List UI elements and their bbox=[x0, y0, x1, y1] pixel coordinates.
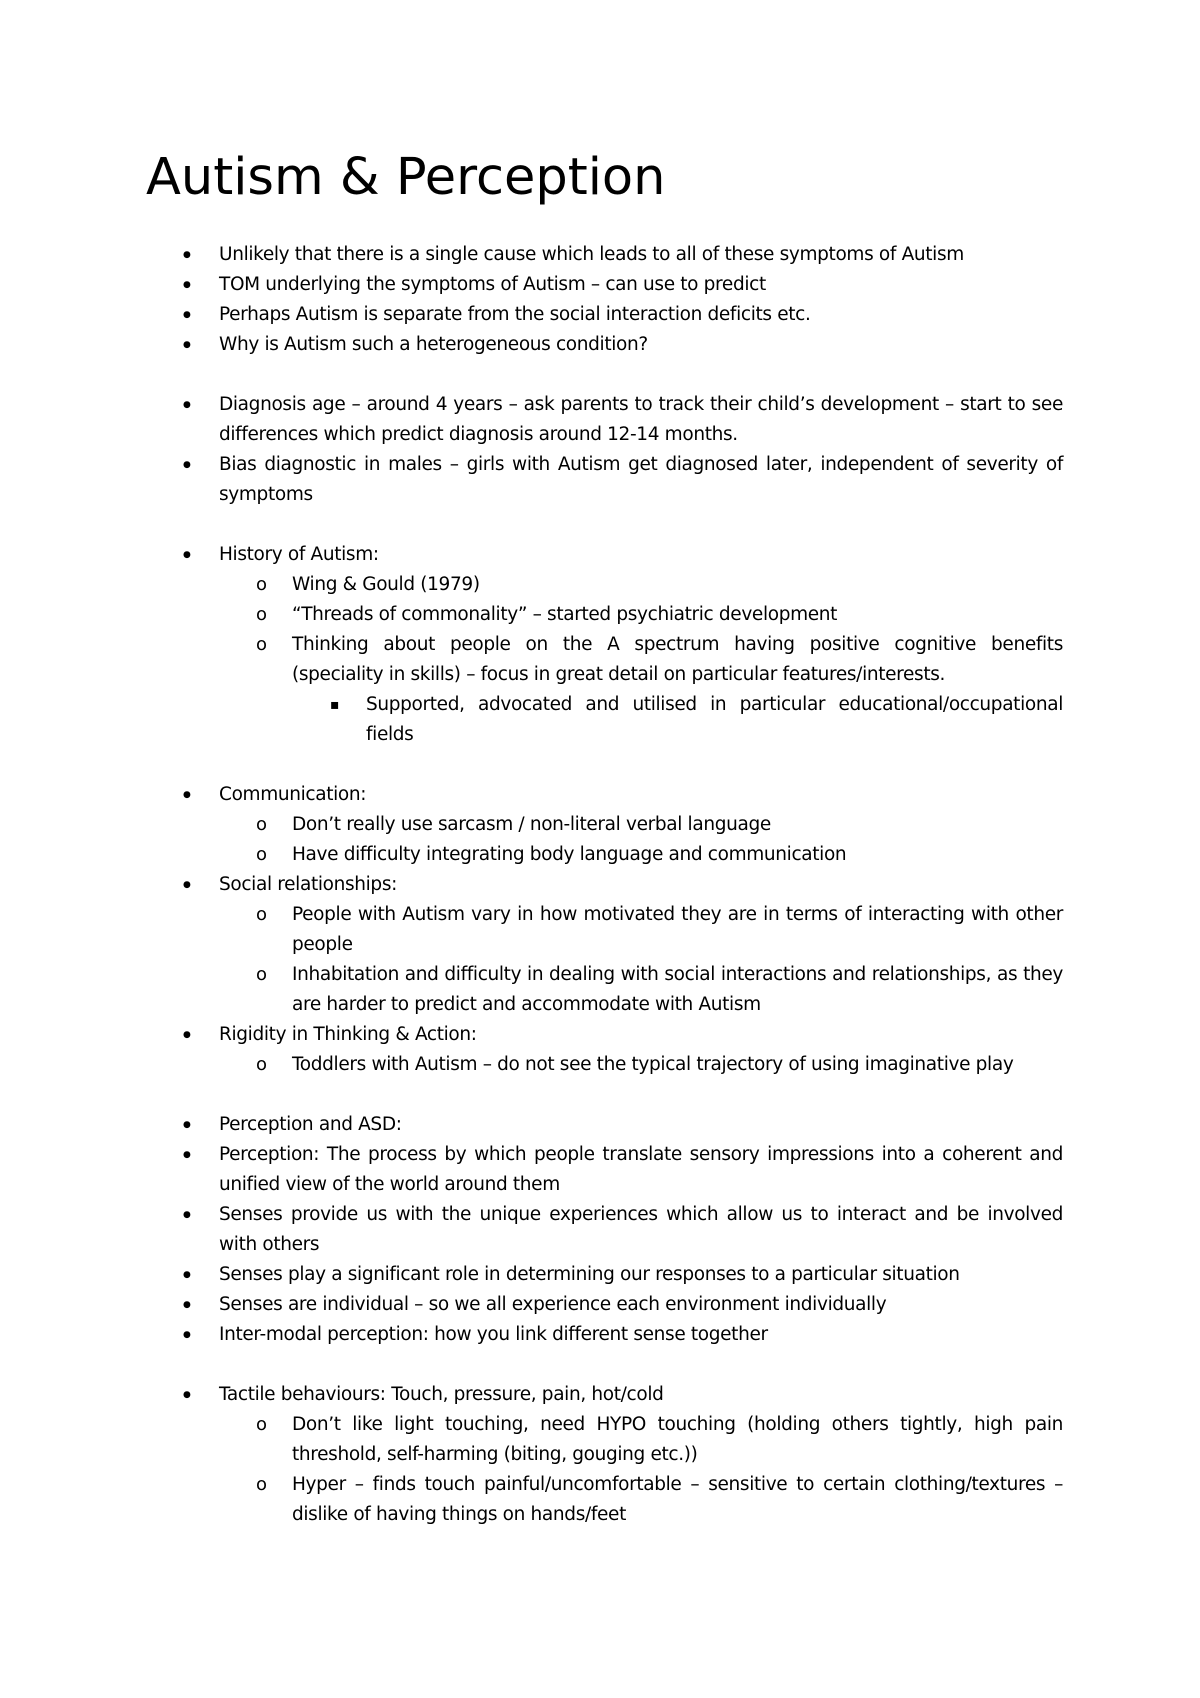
sub-bullet-item bbox=[146, 1470, 1063, 1530]
bullet-item bbox=[146, 1380, 1063, 1410]
bullet-item bbox=[146, 450, 1063, 510]
bullet-text: Tactile behaviours: Touch, pressure, pain, hot/cold bbox=[219, 1384, 664, 1405]
bullet-text: Why is Autism such a heterogeneous condition? bbox=[219, 334, 648, 355]
bullet-text: People with Autism vary in how motivated they are in terms of interacting with other people bbox=[292, 904, 1063, 955]
bullet-text: Social relationships: bbox=[219, 874, 397, 895]
bullet-group bbox=[146, 240, 1063, 360]
bullet-text: TOM underlying the symptoms of Autism – can use to predict bbox=[219, 274, 766, 295]
bullet-text: Don’t like light touching, need HYPO touching (holding others tightly, high pain threshold, self-harming (biting, gouging etc.)) bbox=[292, 1414, 1063, 1465]
bullet-text: Perhaps Autism is separate from the social interaction deficits etc. bbox=[219, 304, 811, 325]
bullet-item bbox=[146, 270, 1063, 300]
bullet-text: History of Autism: bbox=[219, 544, 379, 565]
bullet-text: Hyper – finds touch painful/uncomfortable – sensitive to certain clothing/textures – dislike of having things on hands/feet bbox=[292, 1474, 1063, 1525]
bullet-text: Bias diagnostic in males – girls with Autism get diagnosed later, independent of severity of symptoms bbox=[219, 454, 1063, 505]
sub-bullet-item bbox=[146, 600, 1063, 630]
bullet-item bbox=[146, 870, 1063, 900]
bullet-text: Perception: The process by which people translate sensory impressions into a coherent and unified view of the world around them bbox=[219, 1144, 1063, 1195]
sub-bullet-item bbox=[146, 570, 1063, 600]
bullet-text: Have difficulty integrating body language and communication bbox=[292, 844, 847, 865]
bullet-group bbox=[146, 1110, 1063, 1350]
bullet-text: Senses play a significant role in determining our responses to a particular situation bbox=[219, 1264, 960, 1285]
bullet-text: Inhabitation and difficulty in dealing with social interactions and relationships, as they are harder to predict and accommodate with Autism bbox=[292, 964, 1063, 1015]
bullet-text: Communication: bbox=[219, 784, 367, 805]
page-title: Autism & Perception bbox=[146, 148, 666, 207]
sub-bullet-item bbox=[146, 1410, 1063, 1470]
sub-bullet-item bbox=[146, 900, 1063, 960]
bullet-text: Diagnosis age – around 4 years – ask parents to track their child’s development – start to see differences which predict diagnosis around 12-14 months. bbox=[219, 394, 1063, 445]
bullet-item bbox=[146, 390, 1063, 450]
bullet-text: Toddlers with Autism – do not see the typical trajectory of using imaginative play bbox=[292, 1054, 1014, 1075]
bullet-text: Perception and ASD: bbox=[219, 1114, 402, 1135]
bullet-item bbox=[146, 1140, 1063, 1200]
bullet-item bbox=[146, 1290, 1063, 1320]
bullet-item bbox=[146, 1110, 1063, 1140]
bullet-text: Senses provide us with the unique experiences which allow us to interact and be involved with others bbox=[219, 1204, 1063, 1255]
sub-bullet-item bbox=[146, 810, 1063, 840]
bullet-group bbox=[146, 1380, 1063, 1530]
bullet-text: Rigidity in Thinking & Action: bbox=[219, 1024, 477, 1045]
sub-bullet-item bbox=[146, 1050, 1063, 1080]
bullet-text: Wing & Gould (1979) bbox=[292, 574, 480, 595]
bullet-item bbox=[146, 1260, 1063, 1290]
bullet-text: “Threads of commonality” – started psychiatric development bbox=[292, 604, 838, 625]
bullet-item bbox=[146, 780, 1063, 810]
sub-bullet-item bbox=[146, 630, 1063, 690]
bullet-group bbox=[146, 780, 1063, 1080]
bullet-item bbox=[146, 300, 1063, 330]
bullet-item bbox=[146, 240, 1063, 270]
bullet-text: Supported, advocated and utilised in particular educational/occupational fields bbox=[366, 694, 1063, 745]
bullet-item bbox=[146, 330, 1063, 360]
bullet-text: Thinking about people on the A spectrum having positive cognitive benefits (speciality in skills) – focus in great detail on particular features/interests. bbox=[292, 634, 1063, 685]
bullet-item bbox=[146, 1320, 1063, 1350]
bullet-group bbox=[146, 540, 1063, 750]
notes-body bbox=[146, 240, 1063, 1560]
bullet-item bbox=[146, 540, 1063, 570]
bullet-text: Inter-modal perception: how you link different sense together bbox=[219, 1324, 768, 1345]
bullet-text: Don’t really use sarcasm / non-literal verbal language bbox=[292, 814, 771, 835]
bullet-item bbox=[146, 1200, 1063, 1260]
bullet-group bbox=[146, 390, 1063, 510]
sub-bullet-item bbox=[146, 960, 1063, 1020]
bullet-item bbox=[146, 1020, 1063, 1050]
bullet-text: Senses are individual – so we all experience each environment individually bbox=[219, 1294, 887, 1315]
sub-sub-bullet-item bbox=[146, 690, 1063, 750]
bullet-text: Unlikely that there is a single cause which leads to all of these symptoms of Autism bbox=[219, 244, 964, 265]
sub-bullet-item bbox=[146, 840, 1063, 870]
